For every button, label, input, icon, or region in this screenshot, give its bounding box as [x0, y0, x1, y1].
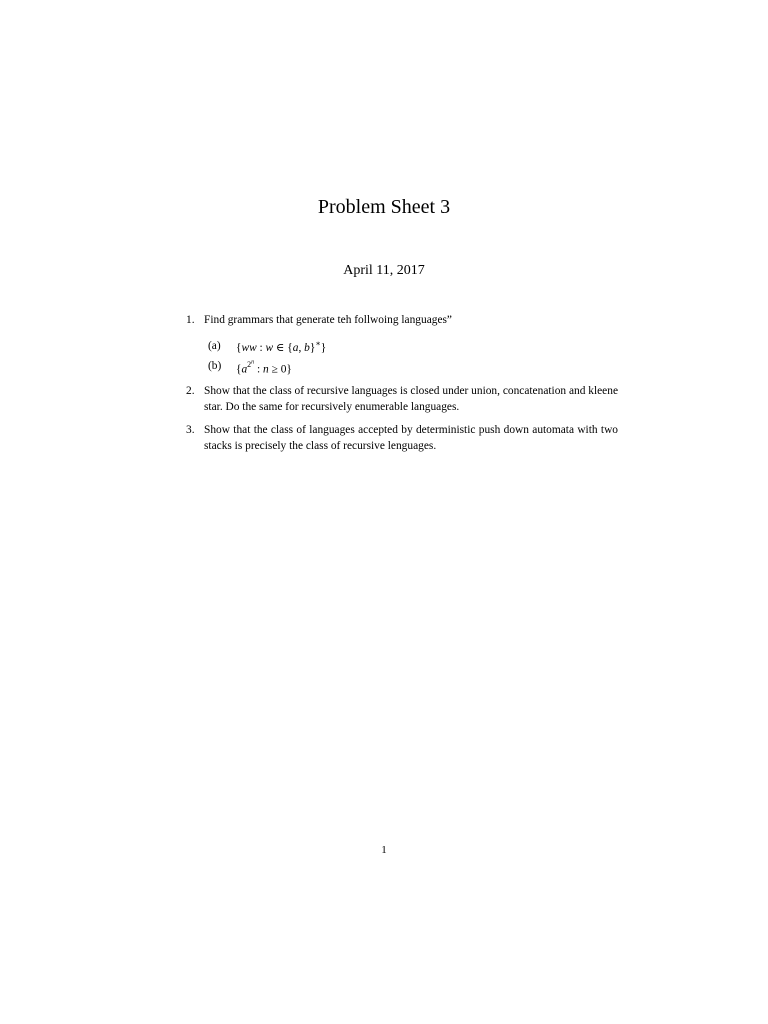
- problem-body: [204, 312, 618, 376]
- subitem-label: (b): [208, 360, 222, 372]
- subitem-label: (a): [208, 340, 221, 352]
- document-date: April 11, 2017: [343, 263, 425, 278]
- problem-number: 3.: [186, 424, 195, 436]
- subitem-list: [208, 336, 618, 376]
- problem-text: Show that the class of recursive languages is closed under union, concatenation and kleene star. Do the same for recursively enumerable languages.: [204, 385, 618, 413]
- problem-item: [186, 422, 618, 454]
- document-title: Problem Sheet 3: [317, 196, 451, 218]
- problem-text: Find grammars that generate teh follwoing languages”: [204, 314, 452, 326]
- problem-item: [186, 312, 618, 376]
- page-number: 1: [381, 844, 387, 856]
- math-expression: {$a^{2^n}$ : n ≥ 0}: [236, 359, 292, 376]
- problem-text: Show that the class of languages accepted by deterministic push down automata with two stacks is precisely the class of recursive lenguages.: [204, 424, 618, 452]
- problem-list: [186, 312, 618, 461]
- subitem: [208, 356, 618, 376]
- problem-item: [186, 383, 618, 415]
- problem-number: 1.: [186, 314, 195, 326]
- problem-number: 2.: [186, 385, 195, 397]
- subitem: [208, 336, 618, 356]
- math-expression: {ww : w ∈ {a, b}∗}: [236, 339, 327, 354]
